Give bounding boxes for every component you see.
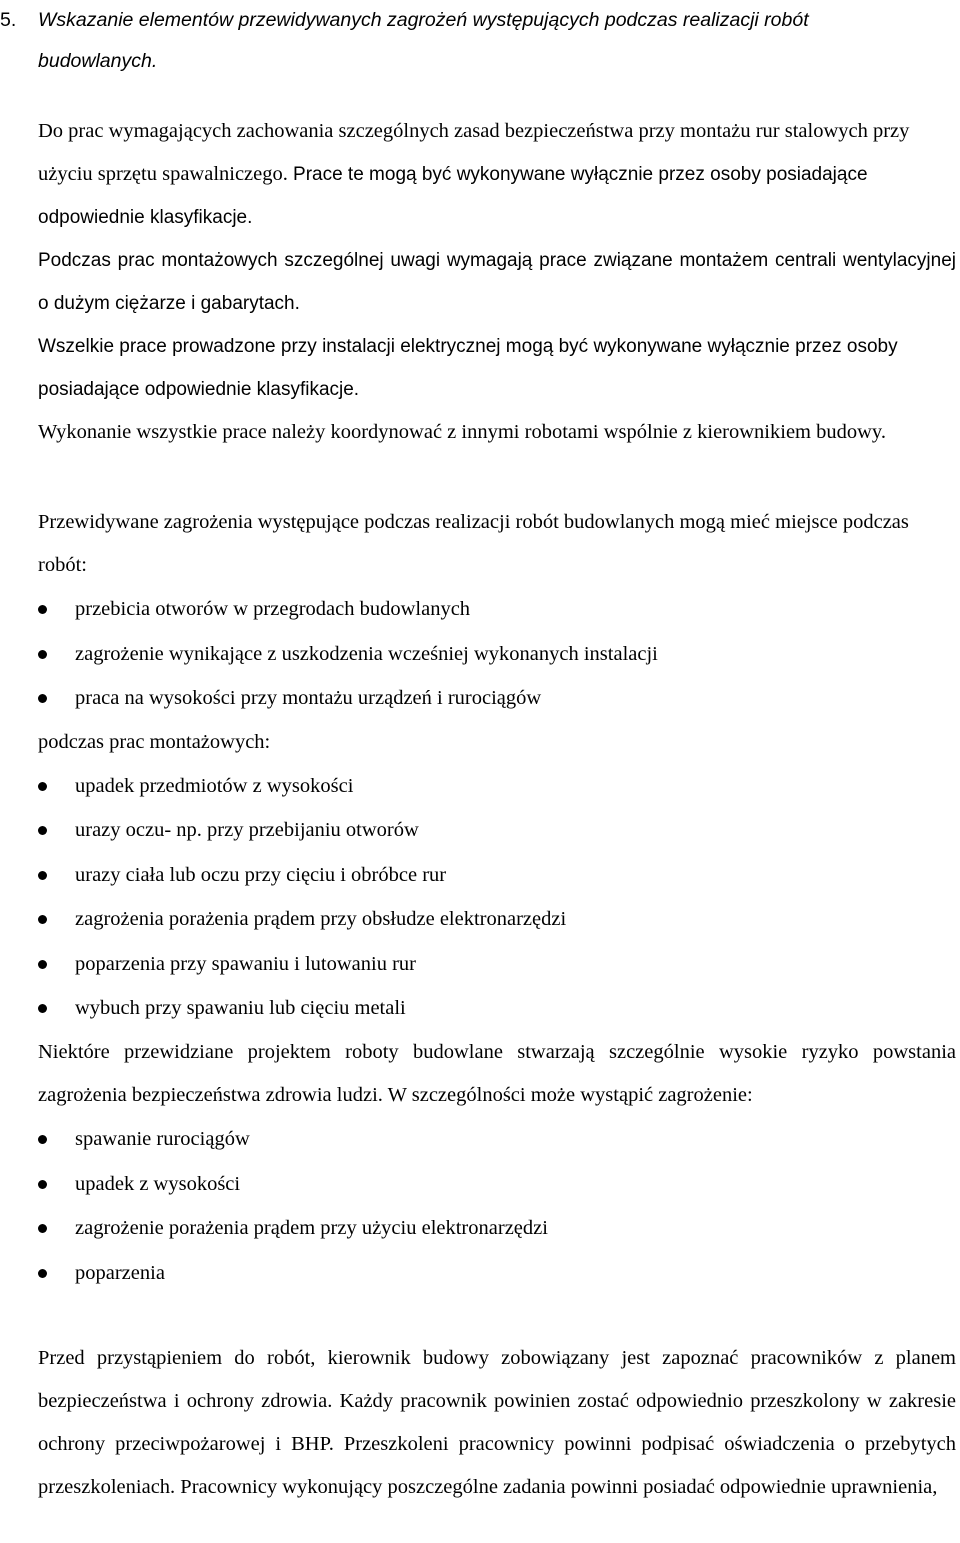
- bullet-icon: [38, 915, 47, 924]
- bullet-icon: [38, 1269, 47, 1278]
- hazards-block: [38, 501, 956, 1031]
- list-item: [38, 808, 956, 853]
- bullet-icon: [38, 871, 47, 880]
- list-item: [38, 942, 956, 987]
- bullet-icon: [38, 694, 47, 703]
- bullet-icon: [38, 1224, 47, 1233]
- list-item-text: poparzenia przy spawaniu i lutowaniu rur: [75, 952, 416, 975]
- list-item-text: urazy ciała lub oczu przy cięciu i obróbce rur: [75, 863, 447, 886]
- list-item-text: poparzenia: [75, 1261, 165, 1284]
- hazards-subhead: podczas prac montażowych:: [38, 730, 271, 753]
- bullet-icon: [38, 650, 47, 659]
- hazards-list-works: [38, 587, 956, 721]
- list-item-text: urazy oczu- np. przy przebijaniu otworów: [75, 819, 419, 841]
- bullet-icon: [38, 605, 47, 614]
- closing-block: [38, 1337, 956, 1509]
- intro-paragraph-1: [38, 110, 956, 239]
- bullet-icon: [38, 1135, 47, 1144]
- intro-paragraph-1-text: Do prac wymagających zachowania szczególnych zasad bezpieczeństwa przy montażu rur stalowych przy użyciu sprzętu spawalniczego.: [38, 120, 910, 185]
- section-number: 5.: [0, 9, 17, 31]
- list-item-text: zagrożenie porażenia prądem przy użyciu elektronarzędzi: [75, 1217, 548, 1239]
- list-item-text: spawanie rurociągów: [75, 1128, 250, 1150]
- section-heading: [0, 0, 955, 82]
- list-item-text: przebicia otworów w przegrodach budowlanych: [75, 598, 471, 620]
- list-item-text: upadek przedmiotów z wysokości: [75, 774, 354, 797]
- intro-paragraph-2: Podczas prac montażowych szczególnej uwagi wymagają prace związane montażem centrali wentylacyjnej o dużym ciężarze i gabarytach.: [38, 250, 956, 314]
- special-risks-list: [38, 1117, 956, 1295]
- list-item: [38, 897, 956, 942]
- special-risks-lead: Niektóre przewidziane projektem roboty budowlane stwarzają szczególnie wysokie ryzyko powstania zagrożenia bezpieczeństwa zdrowia ludzi. W szczególności może wystąpić zagrożenie:: [38, 1041, 956, 1106]
- bullet-icon: [38, 826, 47, 835]
- list-item: [38, 853, 956, 898]
- hazards-lead: Przewidywane zagrożenia występujące podczas realizacji robót budowlanych mogą mieć miejsce podczas robót:: [38, 511, 909, 576]
- list-item: [38, 676, 956, 721]
- section-title-line1: Wskazanie elementów przewidywanych zagrożeń występujących podczas realizacji robót: [38, 9, 809, 31]
- special-risks-block: [38, 1031, 956, 1295]
- bullet-icon: [38, 1180, 47, 1189]
- section-heading-line1: [0, 0, 955, 41]
- bullet-icon: [38, 782, 47, 791]
- list-item: [38, 1251, 956, 1296]
- list-item: [38, 632, 956, 677]
- bullet-icon: [38, 1004, 47, 1013]
- closing-paragraph: Przed przystąpieniem do robót, kierownik budowy zobowiązany jest zapoznać pracowników z planem bezpieczeństwa i ochrony zdrowia. Każdy pracownik powinien zostać odpowiednio przeszkolony w zakresie ochrony przeciwpożarowej i BHP. Przeszkoleni pracownicy powinni podpisać oświadczenia o przebytych przeszkoleniach. Pracownicy wykonujący poszczególne zadania powinni posiadać odpowiednie uprawnienia,: [38, 1347, 956, 1498]
- list-item: [38, 986, 956, 1031]
- list-item: [38, 1206, 956, 1251]
- intro-paragraph-1-sans-text: Prace te mogą być wykonywane wyłącznie przez osoby posiadające odpowiednie klasyfikacje.: [38, 164, 868, 228]
- list-item: [38, 1117, 956, 1162]
- bullet-icon: [38, 960, 47, 969]
- intro-paragraph-3: Wszelkie prace prowadzone przy instalacji elektrycznej mogą być wykonywane wyłącznie przez osoby posiadające odpowiednie klasyfikacje.: [38, 336, 898, 400]
- list-item: [38, 1162, 956, 1207]
- hazards-list-assembly: [38, 764, 956, 1031]
- list-item: [38, 764, 956, 809]
- list-item-text: wybuch przy spawaniu lub cięciu metali: [75, 997, 406, 1019]
- list-item: [38, 587, 956, 632]
- intro-block: [38, 110, 956, 454]
- intro-paragraph-4: Wykonanie wszystkie prace należy koordynować z innymi robotami wspólnie z kierownikiem budowy.: [38, 421, 886, 443]
- list-item-text: praca na wysokości przy montażu urządzeń i rurociągów: [75, 687, 542, 709]
- list-item-text: zagrożenie wynikające z uszkodzenia wcześniej wykonanych instalacji: [75, 642, 658, 665]
- section-title-line2: budowlanych.: [38, 50, 158, 72]
- list-item-text: zagrożenia porażenia prądem przy obsłudze elektronarzędzi: [75, 908, 567, 930]
- list-item-text: upadek z wysokości: [75, 1172, 241, 1195]
